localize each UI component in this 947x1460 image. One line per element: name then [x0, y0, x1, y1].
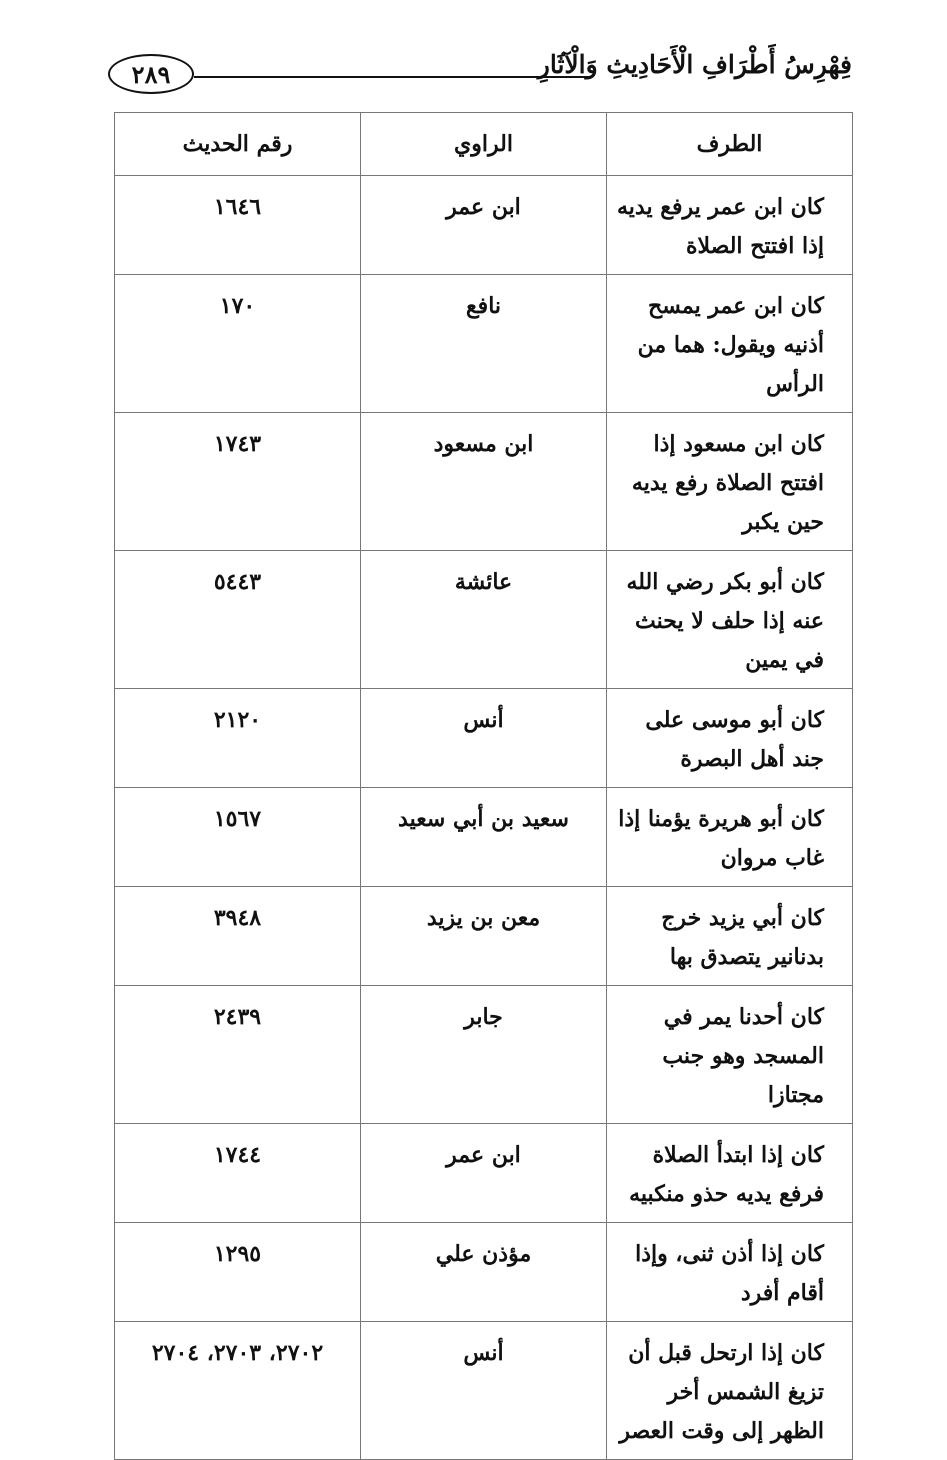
rawi-cell: أنس: [361, 1322, 607, 1460]
table-row: [115, 887, 853, 986]
table-header-row: [115, 113, 853, 176]
table-row: [115, 986, 853, 1124]
hadith-number-cell: ٣٩٤٨: [115, 887, 361, 986]
taraf-cell: كان إذا أذن ثنى، وإذا أقام أفرد: [607, 1223, 853, 1322]
table-row: [115, 413, 853, 551]
rawi-cell: ابن مسعود: [361, 413, 607, 551]
page-title: فِهْرِسُ أَطْرَافِ الْأَحَادِيثِ وَالْآثَارِ: [537, 50, 852, 79]
taraf-cell: كان إذا ارتحل قبل أن تزيغ الشمس أخر الظهر إلى وقت العصر: [607, 1322, 853, 1460]
taraf-cell: كان إذا ابتدأ الصلاة فرفع يديه حذو منكبيه: [607, 1124, 853, 1223]
hadith-number-cell: ٢٤٣٩: [115, 986, 361, 1124]
table-row: [115, 1124, 853, 1223]
taraf-cell: كان ابن عمر يمسح أذنيه ويقول: هما من الرأس: [607, 275, 853, 413]
column-header-number: رقم الحديث: [115, 113, 361, 176]
hadith-number-cell: ١٧٤٣: [115, 413, 361, 551]
rawi-cell: معن بن يزيد: [361, 887, 607, 986]
hadith-number-cell: ٢٧٠٢، ٢٧٠٣، ٢٧٠٤: [115, 1322, 361, 1460]
column-header-taraf: الطرف: [607, 113, 853, 176]
table-row: [115, 788, 853, 887]
taraf-cell: كان أبي يزيد خرج بدنانير يتصدق بها: [607, 887, 853, 986]
column-header-rawi: الراوي: [361, 113, 607, 176]
taraf-cell: كان أبو بكر رضي الله عنه إذا حلف لا يحنث في يمين: [607, 551, 853, 689]
hadith-number-cell: ٢١٢٠: [115, 689, 361, 788]
table-row: [115, 275, 853, 413]
rawi-cell: نافع: [361, 275, 607, 413]
rawi-cell: ابن عمر: [361, 1124, 607, 1223]
header-rule: [194, 76, 590, 78]
table-row: [115, 1322, 853, 1460]
hadith-number-cell: ١٥٦٧: [115, 788, 361, 887]
table-row: [115, 689, 853, 788]
hadith-number-cell: ١٢٩٥: [115, 1223, 361, 1322]
taraf-cell: كان ابن مسعود إذا افتتح الصلاة رفع يديه حين يكبر: [607, 413, 853, 551]
rawi-cell: عائشة: [361, 551, 607, 689]
rawi-cell: مؤذن علي: [361, 1223, 607, 1322]
hadith-number-cell: ١٧٠: [115, 275, 361, 413]
table-row: [115, 1223, 853, 1322]
rawi-cell: ابن عمر: [361, 176, 607, 275]
hadith-index-table: [114, 112, 853, 1460]
taraf-cell: كان أحدنا يمر في المسجد وهو جنب مجتازا: [607, 986, 853, 1124]
taraf-cell: كان أبو هريرة يؤمنا إذا غاب مروان: [607, 788, 853, 887]
rawi-cell: جابر: [361, 986, 607, 1124]
rawi-cell: أنس: [361, 689, 607, 788]
taraf-cell: كان ابن عمر يرفع يديه إذا افتتح الصلاة: [607, 176, 853, 275]
taraf-cell: كان أبو موسى على جند أهل البصرة: [607, 689, 853, 788]
page-number: ٢٨٩: [108, 54, 194, 94]
hadith-number-cell: ٥٤٤٣: [115, 551, 361, 689]
hadith-number-cell: ١٦٤٦: [115, 176, 361, 275]
table-row: [115, 176, 853, 275]
rawi-cell: سعيد بن أبي سعيد: [361, 788, 607, 887]
page-header: [108, 50, 852, 106]
hadith-number-cell: ١٧٤٤: [115, 1124, 361, 1223]
table-row: [115, 551, 853, 689]
